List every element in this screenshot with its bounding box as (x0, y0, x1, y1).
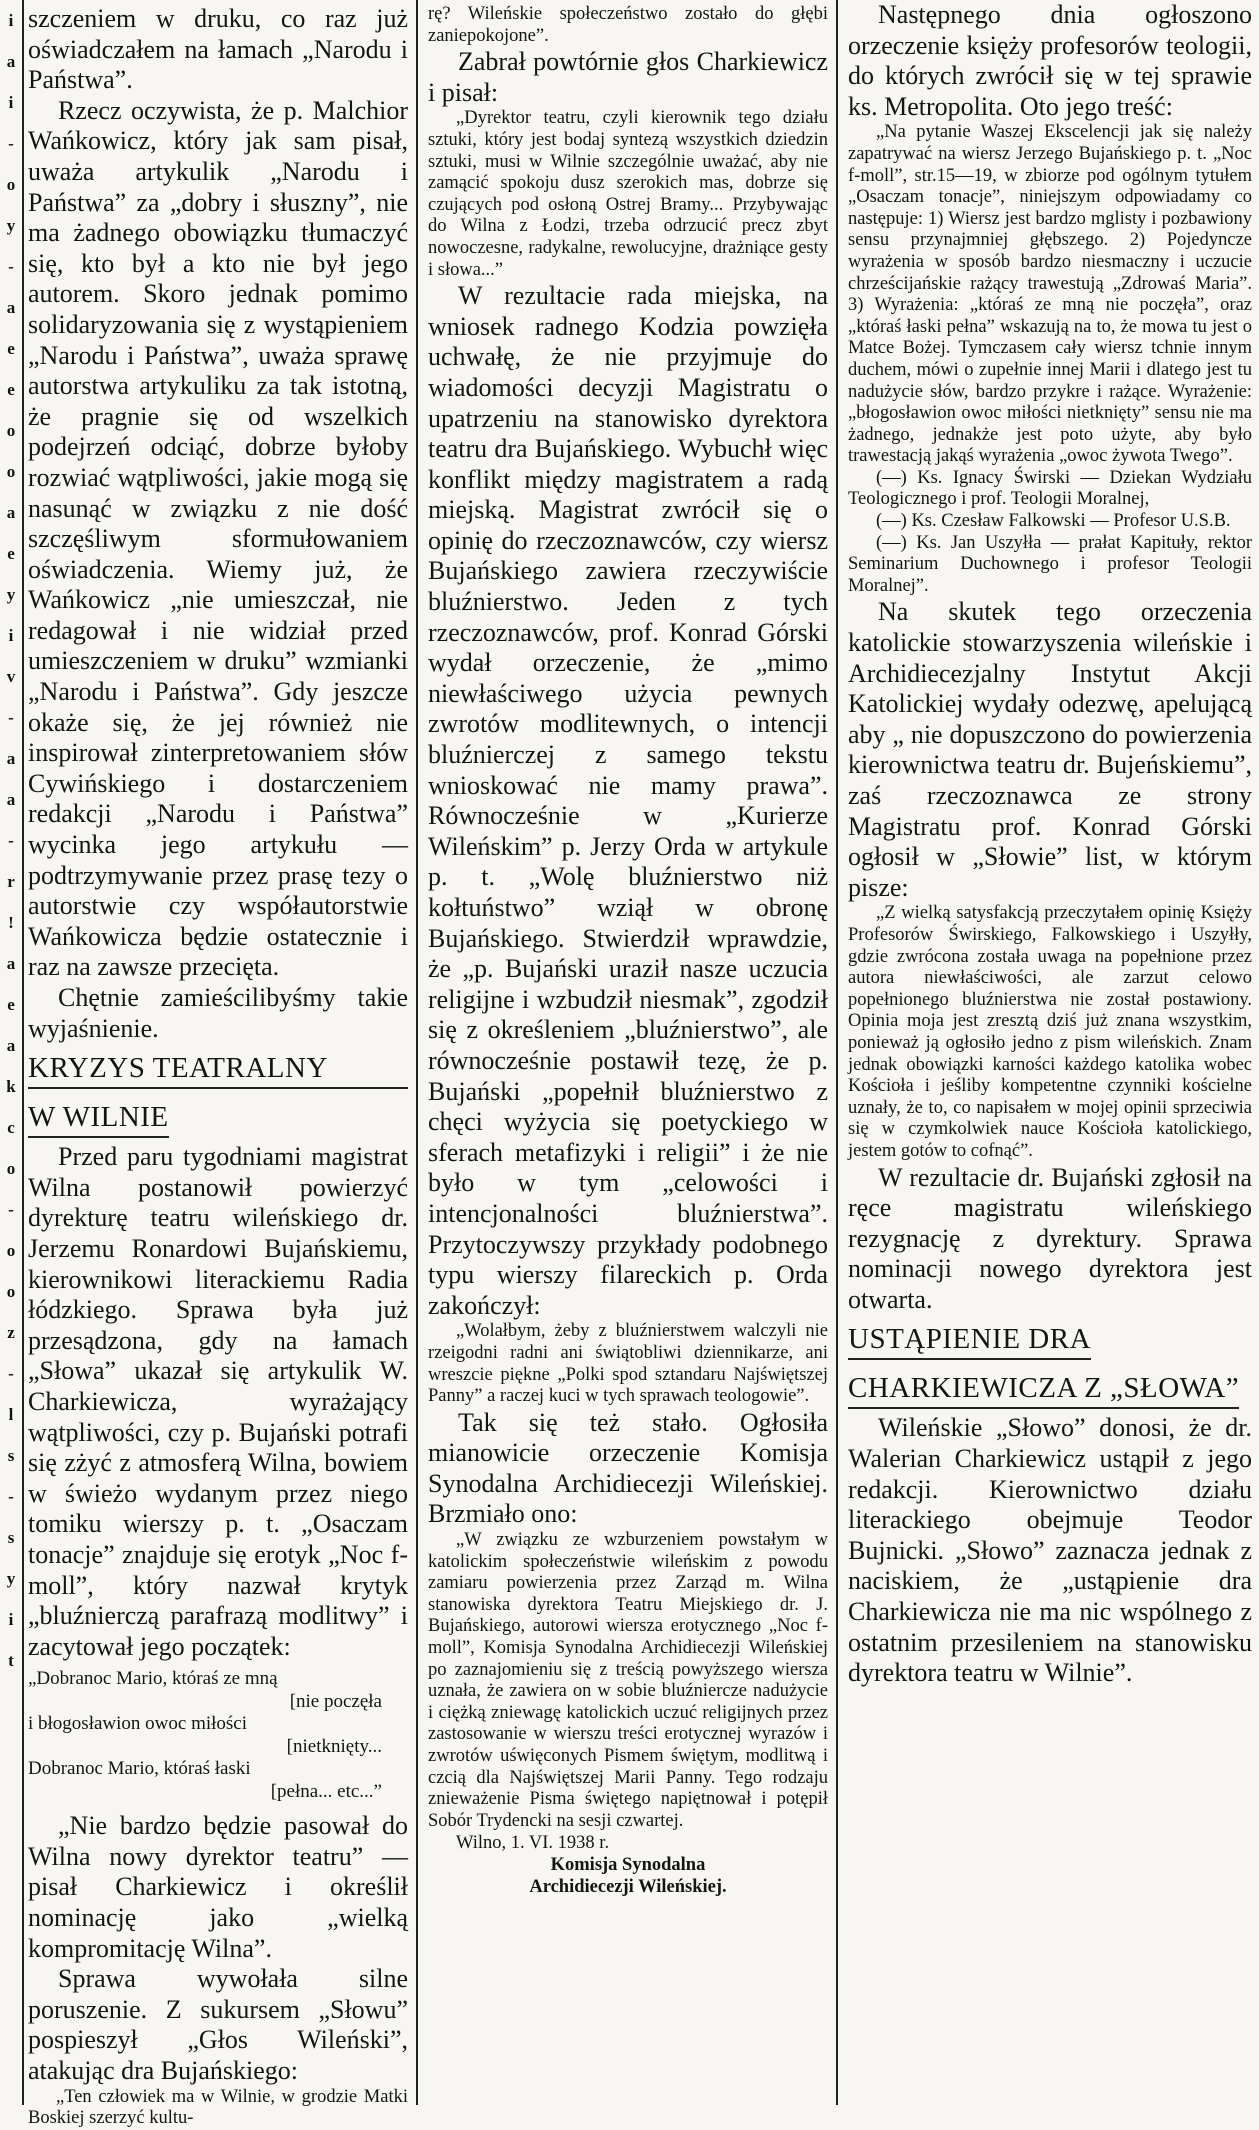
paragraph: Na skutek tego orzeczenia katolickie stowarzyszenia wileńskie i Archidiecezjalny Instytut Akcji Katolickiej wydały odezwę, apelującą aby „ nie dopuszczono do powierzenia kierownictwa teatru dr. Bujeńskiemu”, zaś rzeczoznawca ze strony Magistratu prof. Konrad Górski ogłosił w „Słowie” list, w którym pisze: (848, 597, 1252, 902)
margin-letter: s (7, 1446, 15, 1465)
margin-letter: a (6, 52, 16, 71)
poem-line: Dobranoc Mario, któraś łaski (28, 1758, 251, 1780)
paragraph: Zabrał powtórnie głos Charkiewicz i pisał: (428, 47, 828, 107)
margin-letter: - (8, 708, 14, 727)
margin-letter: - (8, 134, 14, 153)
margin-letter: - (8, 831, 14, 850)
margin-letter: e (7, 339, 15, 358)
quote-paragraph: „Z wielką satysfakcją przeczytałem opinię Księży Profesorów Świrskiego, Falkowskiego i Uszyłły, gdzie zwrócona została uwaga na popełnione przez autora niewłaściwości, ale zarzut celowo popełnionego bluźnierstwa nie został postawiony. Opinia moja jest zresztą dziś już znana wszystkim, ponieważ ją ogłosiło jedno z pism wileńskich. Znam jednak obowiązki karności każdego katolika wobec Kościoła i jeśliby kompetentne czynniki kościelne uznały, że to, co napisałem w mojej opinii sprzeciwia się w czymkolwiek nauce Kościoła katolickiego, jestem gotów to cofnąć”. (848, 903, 1252, 1161)
poem-line: i błogosławion owoc miłości (28, 1713, 248, 1735)
margin-letter: y (6, 1569, 16, 1588)
poem-line: „Dobranoc Mario, któraś ze mną (28, 1668, 278, 1690)
margin-letter: o (6, 462, 16, 481)
margin-letter: a (6, 790, 16, 809)
margin-letter: i (8, 626, 14, 645)
paragraph: Sprawa wywołała silne poruszenie. Z sukursem „Słowu” pospieszył „Głos Wileński”, atakując dra Bujańskiego: (28, 1964, 408, 2086)
paragraph: Przed paru tygodniami magistrat Wilna postanowił powierzyć dyrekturę teatru wileńskiego dr. Jerzemu Ronardowi Bujańskiemu, kierownikowi literackiemu Radia łódzkiego. Sprawa była już przesądzona, gdy na łamach „Słowa” ukazał się artykulik W. Charkiewicza, wyrażający wątpliwości, czy p. Bujański potrafi się zżyć z atmosferą Wilna, bowiem w świeżo wydanym przez niego tomiku wierszy p. t. „Osaczam tonacje” znajduje się erotyk „Noc f-moll”, który nazwał krytyk „bluźnierczą parafrazą modlitwy” i zacytował jego początek: (28, 1142, 408, 1661)
section-subheading: W WILNIE (28, 1101, 169, 1138)
paragraph: „Nie bardzo będzie pasował do Wilna nowy dyrektor teatru” — pisał Charkiewicz i określił nominację jako „wielką kompromitację Wilna”. (28, 1811, 408, 1963)
margin-letter: k (6, 1077, 16, 1096)
column-left (26, 0, 418, 2129)
signature-line: Komisja Synodalna (550, 1855, 706, 1876)
margin-letter: - (8, 1487, 14, 1506)
margin-letter: a (6, 1036, 16, 1055)
margin-letter: - (8, 257, 14, 276)
margin-letter: ! (8, 913, 14, 932)
paragraph: Rzecz oczywista, że p. Malchior Wańkowicz, który jak sam pisał, uważa artykulik „Narodu i Państwa” za „dobry i słuszny”, nie ma żadnego obowiązku tłumaczyć się, kto był a kto nie był jego autorem. Skoro jednak pomimo solidaryzowania się z wystąpieniem „Narodu i Państwa”, uważa sprawę autorstwa artykuliku za tak istotną, że pragnie się od wszelkich podejrzeń odciąć, dobrze byłoby rozwiać wątpliwości, jakie mogą się nasunąć w związku z nie dość szczęśliwym sformułowaniem oświadczenia. Wiemy już, że Wańkowicz „nie umieszczał, nie redagował i nie widział przed umieszczeniem w druku” wzmianki „Narodu i Państwa”. Gdy jeszcze okaże się, że jej również nie inspirował zinterpretowaniem słów Cywińskiego i dostarczeniem redakcji „Narodu i Państwa” wycinka jego artykułu — podtrzymywanie przez prasę tezy o autorstwie czy współautorstwie Wańkowicza będzie ostatecznie i raz na zawsze przecięta. (28, 95, 408, 982)
margin-letter: t (8, 1651, 14, 1670)
paragraph: Następnego dnia ogłoszono orzeczenie księży profesorów teologii, do których zwrócił się w tej sprawie ks. Metropolita. Oto jego treść: (848, 0, 1252, 121)
paragraph: W rezultacie dr. Bujański zgłosił na ręce magistratu wileńskiego rezygnację z dyrektury. Sprawa nominacji nowego dyrektora jest otwarta. (848, 1162, 1252, 1314)
margin-letter: o (6, 175, 16, 194)
column-middle (422, 0, 838, 2105)
margin-letter: o (6, 1159, 16, 1178)
margin-letter: l (8, 1405, 14, 1424)
margin-letter: o (6, 421, 16, 440)
signature-line: (—) Ks. Jan Uszyłła — prałat Kapituły, rektor Seminarium Duchownego i profesor Teologii Moralnej”. (848, 532, 1252, 596)
margin-letter: a (6, 298, 16, 317)
paragraph: Wileńskie „Słowo” donosi, że dr. Walerian Charkiewicz ustąpił z jego redakcji. Kierownictwo działu literackiego obejmuje Teodor Bujnicki. „Słowo” zaznacza jednak z naciskiem, że „ustąpienie dra Charkiewicza nie ma nic wspólnego z ostatnim przesileniem na stanowisku dyrektora teatru w Wilnie”. (848, 1413, 1252, 1688)
signature-line: (—) Ks. Ignacy Świrski — Dziekan Wydziału Teologicznego i prof. Teologii Moralnej, (848, 467, 1252, 510)
poem-quote (28, 1668, 408, 1803)
quote-paragraph: „Ten człowiek ma w Wilnie, w grodzie Matki Boskiej szerzyć kultu- (28, 2086, 408, 2129)
quote-paragraph: „W związku ze wzburzeniem powstałym w katolickim społeczeństwie wileńskim z powodu zamiaru powierzenia przez Zarząd m. Wilna stanowiska dyrektora Teatru Miejskiego dr. J. Bujańskiego, autorowi wiersza erotycznego „Noc f-moll”, Komisja Synodalna Archidiecezji Wileńskiej po zaznajomieniu się z treścią powyższego wiersza uznała, że zawiera on w sobie bluźniercze nadużycie i ciężką zniewagę katolickich uczuć religijnych przez zastosowanie w wierszu treści erotycznej wyrazów i zwrotów uświęconych Pismem świętym, modlitwą i czcią dla Najświętszej Marii Panny. Tego rodzaju znieważenie Pisma świętego napiętnował i potępił Sobór Trydencki na sesji czwartej. (428, 1530, 828, 1831)
margin-letter: a (6, 503, 16, 522)
signature-line: (—) Ks. Czesław Falkowski — Profesor U.S.B. (876, 511, 1231, 532)
margin-letter: i (8, 93, 14, 112)
margin-letter: - (8, 1364, 14, 1383)
margin-letter: y (6, 585, 16, 604)
paragraph: Chętnie zamieścilibyśmy takie wyjaśnienie. (28, 983, 408, 1043)
dateline: Wilno, 1. VI. 1938 r. (456, 1833, 610, 1854)
margin-letter: a (6, 749, 16, 768)
section-heading: KRYZYS TEATRALNY (28, 1052, 408, 1089)
margin-letter: s (7, 1528, 15, 1547)
margin-letter: o (6, 1282, 16, 1301)
section-subheading: CHARKIEWICZA Z „SŁOWA” (848, 1372, 1239, 1409)
column-right (842, 0, 1254, 2105)
margin-letter: a (6, 954, 16, 973)
margin-letter: i (8, 11, 14, 30)
paragraph: W rezultacie rada miejska, na wniosek radnego Kodzia powzięła uchwałę, że nie przyjmuje do wiadomości decyzji Magistratu o upatrzeniu na stanowisko dyrektora teatru dra Bujańskiego. Wybuchł więc konflikt między magistratem a radą miejską. Magistrat zwrócił się o opinię do rzeczoznawców, czy wiersz Bujańskiego zawiera rzeczywiście bluźnierstwo. Jeden z tych rzeczoznawców, prof. Konrad Górski wydał orzeczenie, że „mimo niewłaściwego użycia pewnych zwrotów modlitewnych, o intencji bluźnierczej z samego tekstu wnioskować nie mamy prawa”. Równocześnie w „Kurierze Wileńskim” p. Jerzy Orda w artykule p. t. „Wolę bluźnierstwo niż kołtuństwo” wziął w obronę Bujańskiego. Stwierdził wprawdzie, że „p. Bujański uraził nasze uczucia religijne i wzbudził niesmak”, zgodził się z określeniem „bluźnierstwo”, ale równocześnie postawił tezę, że p. Bujański „popełnił bluźnierstwo z chęci wyżycia się poetyckiego w sferach metafizyki i religii” i że nie było w tym „celowości i intencjonalności bluźnierstwa”. Przytoczywszy przykłady podobnego typu wierszy filareckich p. Orda zakończył: (428, 281, 828, 1320)
margin-letter: - (8, 1200, 14, 1219)
margin-letter: o (6, 1241, 16, 1260)
paragraph: Tak się też stało. Ogłosiła mianowicie orzeczenie Komisja Synodalna Archidiecezji Wileńskiej. Brzmiało ono: (428, 1407, 828, 1529)
quote-paragraph: „Na pytanie Waszej Ekscelencji jak się należy zapatrywać na wiersz Jerzego Bujańskiego p. t. „Noc f-moll”, str.15—19, w zbiorze pod ogólnym tytułem „Osaczam tonacje”, niniejszym odpowiadamy co następuje: 1) Wiersz jest bardzo mglisty i pozbawiony sensu przynajmniej głębszego. 2) Pojedyncze wyrażenia w sposób bardzo niesmaczny i uczucie chrześcijańskie rażący trawestują „Zdrowaś Maria”. 3) Wyrażenia: „któraś ze mną nie poczęła”, oraz „któraś łaski pełna” wskazują na to, że mowa tu jest o Matce Bożej. Tymczasem cały wiersz tchnie innym duchem, mówi o zupełnie innej Marii i dlatego jest tu nadużycie słów, bardzo przykre i rażące. Wyrażenie: „błogosławion owoc miłości nietknięty” sensu nie ma żadnego, jednakże jest poto użyte, aby było trawestacją jakąś wyrażenia „owoc żywota Twego”. (848, 122, 1252, 467)
quote-paragraph: „Dyrektor teatru, czyli kierownik tego działu sztuki, który jest bodaj syntezą wszystkich dziedzin sztuki, musi w Wilnie szczególnie uważać, aby nie zamącić spokoju dusz szerokich mas, dobrze się czujących pod osłoną Ostrej Bramy... Przybywając do Wilna z Łodzi, trzeba odrzucić precz zbyt nowoczesne, radykalne, rewolucyjne, drażniące gesty i słowa...” (428, 108, 828, 280)
margin-letter: e (7, 544, 15, 563)
paragraph: szczeniem w druku, co raz już oświadczałem na łamach „Narodu i Państwa”. (28, 4, 408, 95)
left-margin-cut-letters (0, 0, 24, 2105)
quote-paragraph: „Wolałbym, żeby z bluźnierstwem walczyli nie rzeigodni radni ani świątobliwi dziennikarze, ani wreszcie piękne „Polki spod sztandaru Najświętszej Panny” a raczej kuci w tych sprawach teologowie”. (428, 1321, 828, 1407)
signature-line: Archidiecezji Wileńskiej. (529, 1877, 727, 1898)
section-heading: USTĄPIENIE DRA (848, 1323, 1091, 1360)
quote-paragraph: rę? Wileńskie społeczeństwo zostało do głębi zaniepokojone”. (428, 4, 828, 46)
poem-line: [pełna... etc...” (270, 1780, 382, 1802)
margin-letter: i (8, 1610, 14, 1629)
poem-line: [nietknięty... (286, 1735, 382, 1757)
margin-letter: r (7, 872, 15, 891)
margin-letter: v (6, 667, 16, 686)
poem-line: [nie poczęła (289, 1690, 382, 1712)
margin-letter: y (6, 216, 16, 235)
margin-letter: c (7, 1118, 15, 1137)
margin-letter: z (7, 1323, 15, 1342)
margin-letter: e (7, 995, 15, 1014)
margin-letter: e (7, 380, 15, 399)
